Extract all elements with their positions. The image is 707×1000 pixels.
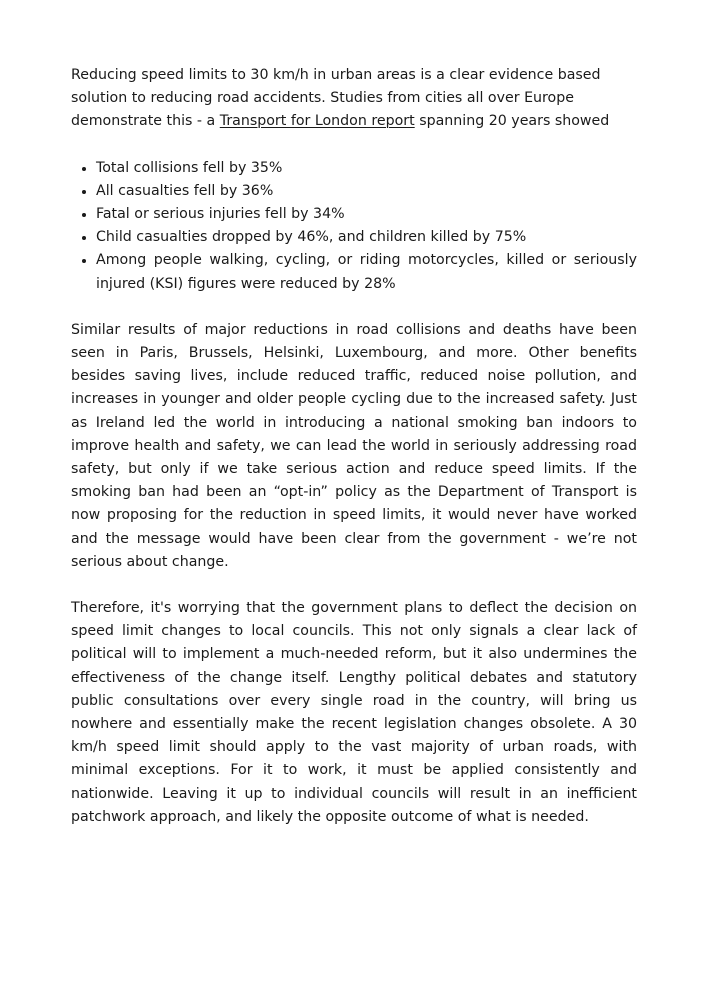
- list-item: Total collisions fell by 35%: [96, 157, 637, 180]
- list-item: Fatal or serious injuries fell by 34%: [96, 203, 637, 226]
- intro-paragraph: [71, 64, 637, 134]
- transport-for-london-report-link[interactable]: Transport for London report: [219, 113, 415, 130]
- document-page: [71, 64, 637, 829]
- list-item: All casualties fell by 36%: [96, 180, 637, 203]
- paragraph-local-councils: Therefore, it's worrying that the government plans to deflect the decision on speed limit changes to local councils. This not only signals a clear lack of political will to implement a much-needed reform, but it also undermines the effectiveness of the change itself. Lengthy political debates and statutory public consultations over every single road in the country, will bring us nowhere and essentially make the recent legislation changes obsolete. A 30 km/h speed limit should apply to the vast majority of urban roads, with minimal exceptions. For it to work, it must be applied consistently and nationwide. Leaving it up to individual councils will result in an inefficient patchwork approach, and likely the opposite outcome of what is needed.: [71, 600, 637, 825]
- intro-text-before-link: Reducing speed limits to 30 km/h in urban areas is a clear evidence based solution to reducing road accidents. Studies from cities all over Europe demonstrate this - a: [71, 67, 601, 130]
- list-item: Child casualties dropped by 46%, and children killed by 75%: [96, 226, 637, 249]
- paragraph-european-results: Similar results of major reductions in road collisions and deaths have been seen in Paris, Brussels, Helsinki, Luxembourg, and more. Other benefits besides saving lives, include reduced traffic, reduced noise pollution, and increases in younger and older people cycling due to the increased safety. Just as Ireland led the world in introducing a national smoking ban indoors to improve health and safety, we can lead the world in seriously addressing road safety, but only if we take serious action and reduce speed limits. If the smoking ban had been an “opt-in” policy as the Department of Transport is now proposing for the reduction in speed limits, it would never have worked and the message would have been clear from the government - we’re not serious about change.: [71, 321, 637, 570]
- paragraph-spacer: [71, 574, 637, 597]
- intro-text-after-link: spanning 20 years showed: [414, 113, 610, 130]
- list-item: Among people walking, cycling, or riding motorcycles, killed or seriously injured (KSI) figures were reduced by 28%: [96, 249, 637, 295]
- statistics-list: [71, 157, 637, 296]
